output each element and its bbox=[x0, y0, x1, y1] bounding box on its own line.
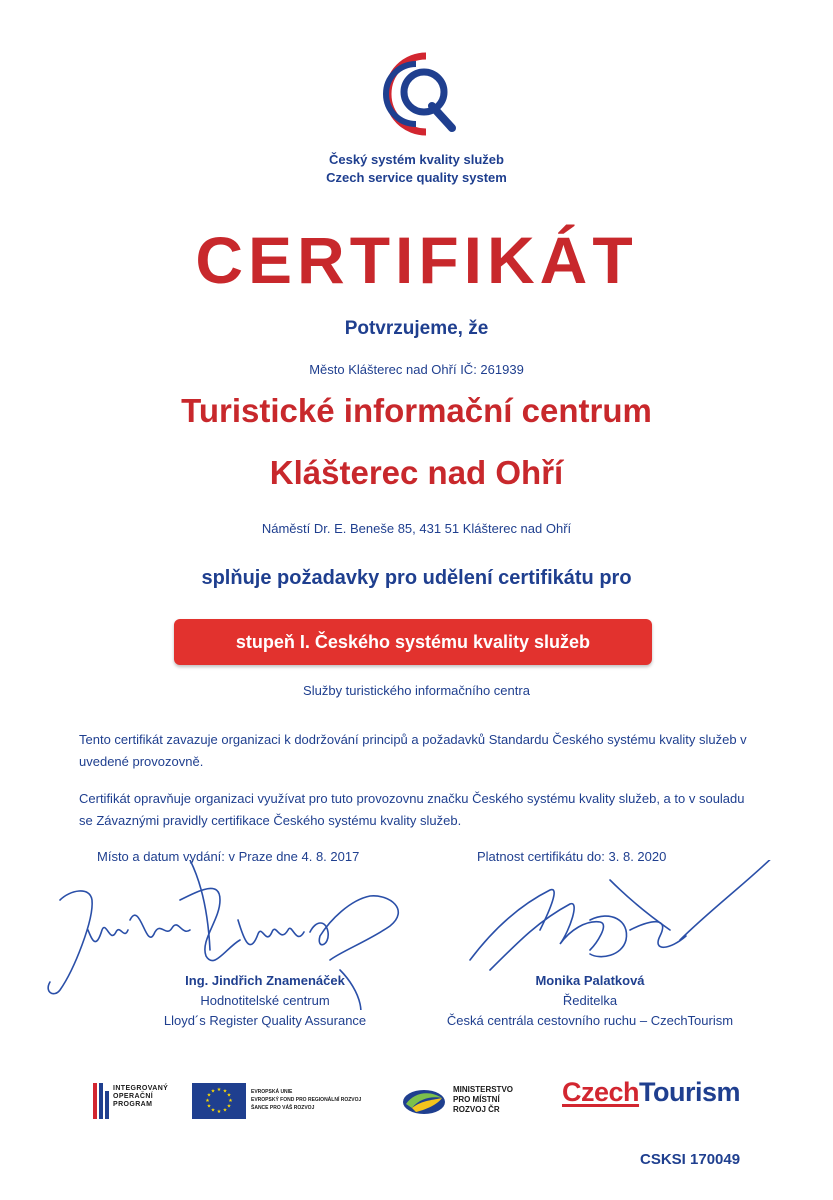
svg-text:★: ★ bbox=[206, 1103, 212, 1110]
requirements-text: splňuje požadavky pro udělení certifikátu pro bbox=[201, 567, 632, 589]
level-text: stupeň I. Českého systému kvality služeb bbox=[235, 632, 591, 652]
system-name-en: Czech service quality system bbox=[326, 170, 507, 185]
czechtourism-logo bbox=[562, 1077, 740, 1108]
right-signatory-role: Ředitelka bbox=[562, 993, 618, 1008]
iop-line-1: INTEGROVANÝ bbox=[113, 1085, 169, 1092]
organization-name-line2: Klášterec nad Ohří bbox=[269, 454, 564, 491]
svg-text:★: ★ bbox=[222, 1107, 228, 1114]
mmr-line-3: ROZVOJ ČR bbox=[453, 1105, 500, 1114]
obligation-paragraph: Tento certifikát zavazuje organizaci k dodržování principů a požadavků Standardu Českého systému kvality služeb v uvedené provozovně. bbox=[79, 732, 747, 769]
svg-text:★: ★ bbox=[226, 1103, 232, 1110]
svg-text:★: ★ bbox=[210, 1107, 216, 1114]
entitlement-paragraph: Certifikát opravňuje organizaci využívat pro tuto provozovnu značku Českého systému kvality služeb, a to v souladu se Závaznými pravidly certifikace Českého systému kvality služeb. bbox=[79, 791, 745, 828]
certificate-title: CERTIFIKÁT bbox=[195, 223, 638, 297]
eu-line-2: EVROPSKÝ FOND PRO REGIONÁLNÍ ROZVOJ bbox=[251, 1097, 362, 1103]
svg-text:★: ★ bbox=[210, 1088, 216, 1095]
left-signatory bbox=[120, 971, 410, 1031]
mmr-line-1: MINISTERSTVO bbox=[453, 1085, 514, 1094]
left-signatory-role: Hodnotitelské centrum bbox=[200, 993, 330, 1008]
eu-flag-icon bbox=[192, 1083, 246, 1119]
services-text: Služby turistického informačního centra bbox=[303, 683, 530, 698]
svg-text:★: ★ bbox=[222, 1088, 228, 1095]
right-signatory bbox=[420, 971, 760, 1031]
eu-line-1: EVROPSKÁ UNIE bbox=[251, 1089, 293, 1095]
right-signatory-org: Česká centrála cestovního ruchu – CzechTourism bbox=[446, 1013, 734, 1028]
svg-text:★: ★ bbox=[216, 1087, 222, 1093]
eu-logo-text bbox=[251, 1088, 361, 1112]
right-signatory-name: Monika Palatková bbox=[535, 973, 645, 988]
mmr-logo-text bbox=[453, 1085, 513, 1115]
left-signatory-org: Lloyd´s Register Quality Assurance bbox=[163, 1013, 367, 1028]
mmr-line-2: PRO MÍSTNÍ bbox=[453, 1095, 500, 1104]
iop-line-3: PROGRAM bbox=[113, 1101, 153, 1108]
svg-text:★: ★ bbox=[228, 1098, 233, 1104]
svg-text:★: ★ bbox=[206, 1092, 212, 1099]
confirm-text: Potvrzujeme, že bbox=[344, 318, 489, 339]
iop-line-2: OPERAČNÍ bbox=[113, 1093, 154, 1100]
czechtourism-logo-part1: Czech bbox=[562, 1077, 640, 1107]
svg-text:★: ★ bbox=[226, 1092, 232, 1099]
organization-line: Město Klášterec nad Ohří IČ: 261939 bbox=[309, 362, 524, 377]
mmr-logo-icon bbox=[402, 1088, 446, 1116]
svg-text:★: ★ bbox=[205, 1098, 210, 1104]
organization-name-line1: Turistické informační centrum bbox=[181, 392, 652, 429]
quality-system-logo bbox=[366, 48, 466, 140]
system-name-cz: Český systém kvality služeb bbox=[329, 152, 504, 167]
organization-address: Náměstí Dr. E. Beneše 85, 431 51 Klášterec nad Ohří bbox=[261, 521, 572, 536]
left-signatory-name: Ing. Jindřich Znamenáček bbox=[185, 973, 345, 988]
czechtourism-logo-part2: Tourism bbox=[639, 1077, 741, 1107]
certificate-code: CSKSI 170049 bbox=[640, 1151, 741, 1168]
validity-date: Platnost certifikátu do: 3. 8. 2020 bbox=[477, 849, 667, 864]
eu-line-3: ŠANCE PRO VÁŠ ROZVOJ bbox=[251, 1105, 315, 1111]
svg-text:★: ★ bbox=[216, 1109, 222, 1115]
issue-place-date: Místo a datum vydání: v Praze dne 4. 8. 2017 bbox=[97, 849, 360, 864]
